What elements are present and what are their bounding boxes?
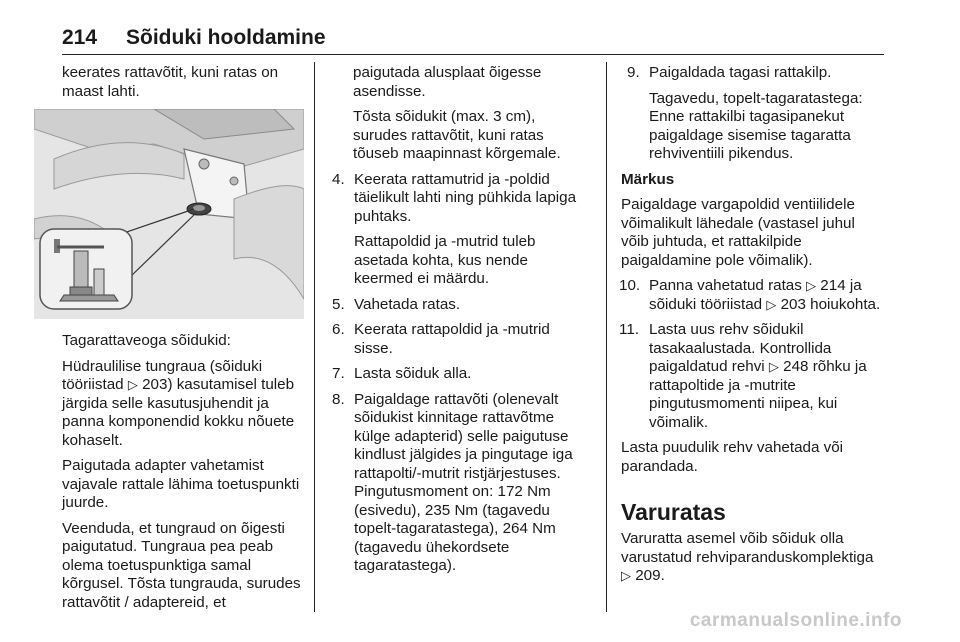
page-reference[interactable]: 248 <box>783 358 809 375</box>
column-middle <box>326 64 591 583</box>
list-continuation <box>326 64 591 164</box>
list-item: 9. Paigaldada tagasi rattakilp. Tagavedu, topelt-tagaratastega: Enne rattakilbi tagasipanekut paigaldage sisemise tagaratta rehviventiili pikendus. <box>627 64 863 162</box>
triangle-right-icon: ▷ <box>766 296 777 312</box>
page-reference[interactable]: 203 <box>142 376 168 393</box>
triangle-right-icon: ▷ <box>621 568 631 583</box>
list-item: 5. Vahetada ratas. <box>332 295 461 313</box>
column-divider <box>314 62 315 612</box>
jack-illustration <box>34 109 304 319</box>
paragraph: Veenduda, et tungraud on õigesti paigutatud. Tungraua pea peab olema toetuspunktiga samal kõrgusel. Tõsta tungrauda, surudes rattavõtit / adaptereid, et <box>62 519 301 611</box>
list-item: 6. Keerata rattapoldid ja -mutrid sisse. <box>332 321 550 357</box>
watermark: carmanualsonline.info <box>689 610 902 631</box>
section-title: Varuratas <box>621 499 726 525</box>
step-number: 5. <box>332 295 345 313</box>
note-text: Paigaldage vargapoldid ventiilidele võimalikult lähedale (vastasel juhul võib juhtuda, et rattakilpide paigaldamine pole võimalik). <box>621 196 855 269</box>
column-left <box>62 64 302 619</box>
list-item: 8. Paigaldage rattavõti (olenevalt sõidukist kinnitage rattavõtme külge adapterid) selle paigutuse kindlust jälgides ja pingutage iga rattapolti/-mutrit ristjärjestuses. Pingutusmoment on: 172 Nm (esivedu), 235 Nm (tagavedu topelt-tagaratastega), 264 Nm (tagavedu ühekordsete tagaratastega). <box>332 390 573 574</box>
paragraph: Hüdraulilise tungraua (sõiduki tööriistad ▷ 203) kasutamisel tuleb järgida selle kasutusjuhendit ja panna komponendid kokku nõuete kohaselt. <box>62 357 295 449</box>
column-right <box>621 64 884 593</box>
step-number: 6. <box>332 321 345 338</box>
chapter-title: Sõiduki hooldamine <box>126 26 326 49</box>
list-item: 10. Panna vahetatud ratas ▷ 214 ja sõiduki tööriistad ▷ 203 hoiukohta. <box>619 277 881 313</box>
triangle-right-icon: ▷ <box>768 359 779 374</box>
triangle-right-icon: ▷ <box>127 377 138 392</box>
step-number: 4. <box>332 170 345 188</box>
page-reference[interactable]: 209 <box>635 567 661 584</box>
step-number: 11. <box>619 321 639 338</box>
list-item: 7. Lasta sõiduk alla. <box>332 365 472 382</box>
step-number: 9. <box>627 64 640 81</box>
paragraph: Varuratta asemel võib sõiduk olla varustatud rehviparanduskomplektiga ▷ 209. <box>621 530 874 584</box>
page-header <box>62 26 884 55</box>
page-reference[interactable]: 214 <box>820 277 846 294</box>
page-reference[interactable]: 203 <box>780 295 806 313</box>
paragraph: Lasta puudulik rehv vahetada või parandada. <box>621 439 844 475</box>
paragraph: paigutada alusplaat õigesse asendisse. <box>353 64 542 100</box>
triangle-right-icon: ▷ <box>806 278 817 293</box>
paragraph: Tagarattaveoga sõidukid: <box>62 332 231 349</box>
page-number: 214 <box>62 26 98 49</box>
step-number: 10. <box>619 277 641 294</box>
step-number: 7. <box>332 365 345 382</box>
paragraph: Tõsta sõidukit (max. 3 cm), surudes rattavõtit, kuni ratas tõuseb maapinnast kõrgemale. <box>353 108 561 162</box>
list-item: 4. Keerata rattamutrid ja -poldid täielikult lahti ning pühkida lapiga puhtaks. Rattapoldid ja -mutrid tuleb asetada kohta, kus nende keermed ei määrdu. <box>332 170 577 287</box>
paragraph: Paigutada adapter vahetamist vajavale rattale lähima toetuspunkti juurde. <box>62 457 300 511</box>
paragraph: keerates rattavõtit, kuni ratas on maast lahti. <box>62 64 279 100</box>
column-divider <box>606 62 607 612</box>
list-item: 11. Lasta uus rehv sõidukil tasakaalustada. Kontrollida paigaldatud rehvi ▷ 248 rõhku ja rattapoltide ja -mutrite pingutusmomenti niipea, kui võimalik. <box>619 321 867 431</box>
step-number: 8. <box>332 390 345 408</box>
note-heading: Märkus <box>621 170 675 188</box>
